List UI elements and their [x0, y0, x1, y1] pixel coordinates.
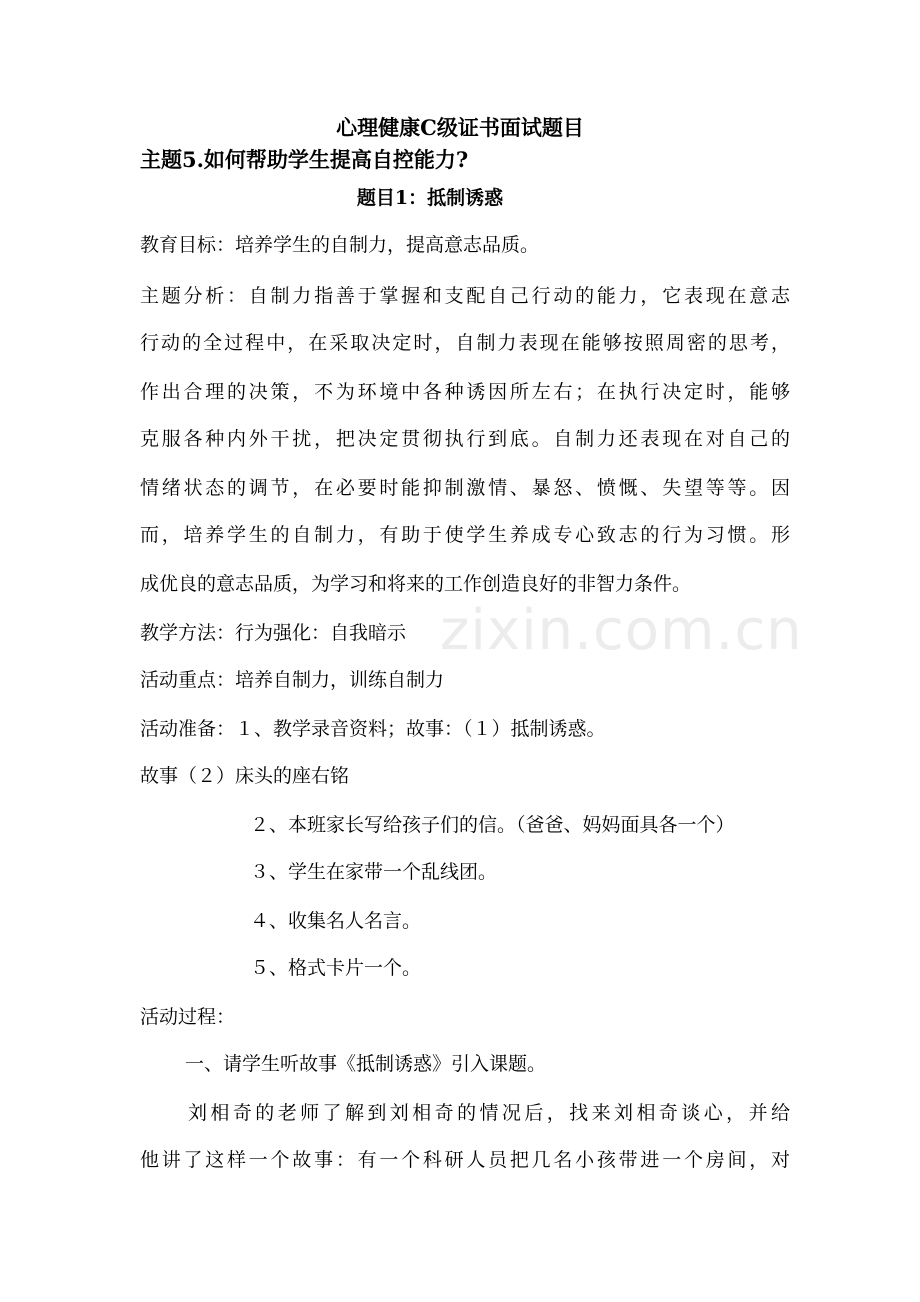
prep-item: ４、收集名人名言。: [250, 910, 422, 932]
activity-prep: 活动准备：１、教学录音资料；故事：（１）抵制诱惑。: [140, 718, 606, 740]
story-line: 刘相奇的老师了解到刘相奇的情况后，找来刘相奇谈心，并给: [188, 1102, 790, 1124]
analysis-line: 成优良的意志品质，为学习和将来的工作创造良好的非智力条件。: [140, 573, 692, 595]
process-step: 一、请学生听故事《抵制诱惑》引入课题。: [185, 1053, 547, 1075]
analysis-line: 克服各种内外干扰，把决定贯彻执行到底。自制力还表现在对自己的: [140, 428, 790, 450]
story-line: 他讲了这样一个故事：有一个科研人员把几名小孩带进一个房间，对: [140, 1149, 790, 1171]
topic-subtitle: 题目1：抵制诱惑: [356, 187, 504, 209]
document-title: 心理健康C级证书面试题目: [336, 115, 584, 140]
prep-item: ２、本班家长写给孩子们的信。（爸爸、妈妈面具各一个）: [250, 814, 735, 836]
education-goal: 教育目标：培养学生的自制力，提高意志品质。: [140, 234, 540, 256]
prep-item: 故事（２）床头的座右铭: [140, 765, 350, 787]
prep-item: ５、格式卡片一个。: [250, 957, 422, 979]
activity-process: 活动过程：: [140, 1006, 236, 1028]
analysis-line: 主题分析：自制力指善于掌握和支配自己行动的能力，它表现在意志: [140, 285, 790, 307]
teaching-method: 教学方法：行为强化：自我暗示: [140, 622, 407, 644]
analysis-line: 作出合理的决策，不为环境中各种诱因所左右；在执行决定时，能够: [140, 381, 790, 403]
prep-item: ３、学生在家带一个乱线团。: [250, 861, 498, 883]
watermark: zixin.com.cn: [440, 598, 803, 663]
analysis-line: 行动的全过程中，在采取决定时，自制力表现在能够按照周密的思考，: [140, 332, 790, 354]
analysis-line: 而，培养学生的自制力，有助于使学生养成专心致志的行为习惯。形: [140, 524, 790, 546]
theme-heading: 主题5.如何帮助学生提高自控能力?: [140, 147, 469, 172]
activity-focus: 活动重点：培养自制力，训练自制力: [140, 669, 445, 691]
analysis-line: 情绪状态的调节，在必要时能抑制激情、暴怒、愤慨、失望等等。因: [140, 477, 790, 499]
